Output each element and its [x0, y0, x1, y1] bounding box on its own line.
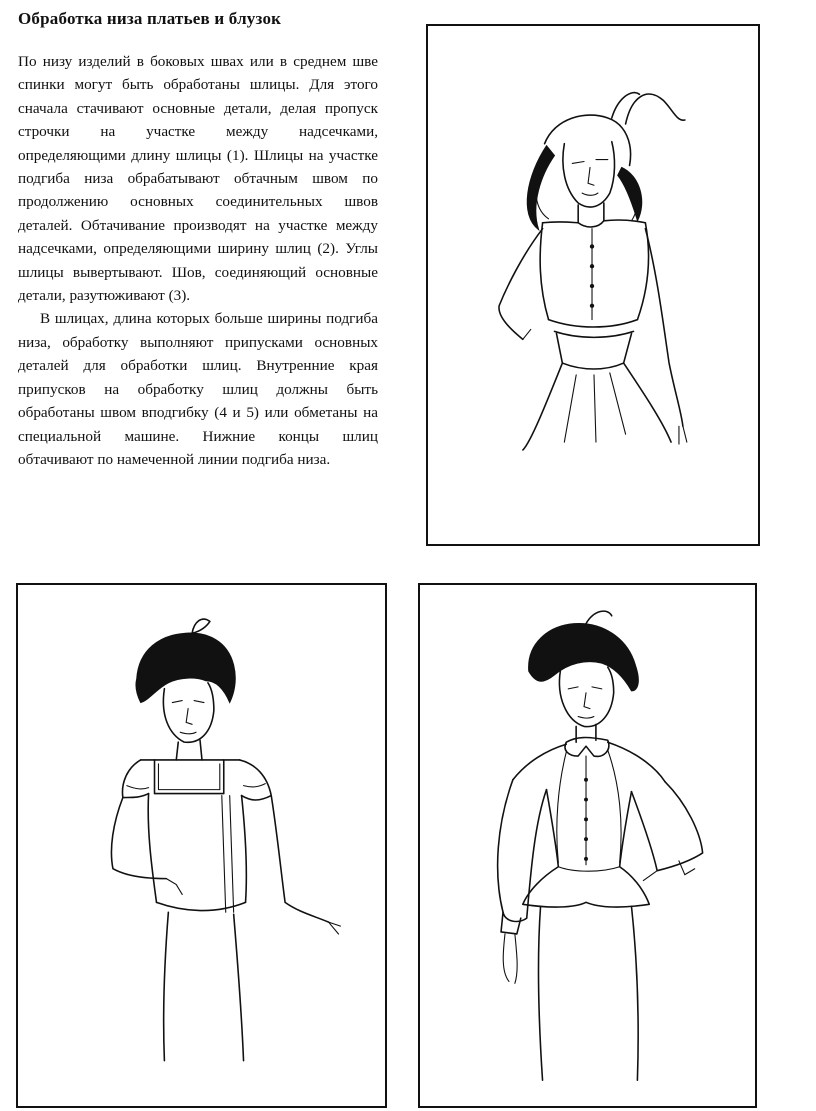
figure-peplum-blouse	[418, 583, 757, 1108]
page-title: Обработка низа платьев и блузок	[18, 9, 282, 28]
figure-sleeveless-blouse	[426, 24, 760, 546]
peplum-blouse-illustration	[420, 585, 755, 1106]
sleeveless-blouse-illustration	[428, 26, 758, 544]
square-neck-blouse-illustration	[18, 585, 385, 1106]
paragraph-1: По низу изделий в боковых швах или в среднем шве спинки могут быть обработаны шлицы. Для этого сначала стачивают основные детали, делая пропуск строчки на участке между надсечками, определяющими длину шлицы (1). Шлицы на участке подгиба низа обрабатывают обтачным швом по продолжению основных соединительных швов деталей. Обтачивание производят на участке между надсечками, определяющими ширину шлиц (2). Углы шлицы вывертывают. Шов, соединяющий основные детали, разутюживают (3).	[18, 53, 378, 305]
paragraph-2: В шлицах, длина которых больше ширины подгиба низа, обработку выполняют припусками основных деталей для обработки шлиц. Внутренние края припусков на обработку шлиц должны быть обработаны швом вподгибку (4 и 5) или обметаны на специальной машине. Нижние концы шлиц обтачивают по намеченной линии подгиба низа.	[18, 310, 378, 468]
body-text	[18, 50, 378, 471]
figure-square-neck-blouse	[16, 583, 387, 1108]
